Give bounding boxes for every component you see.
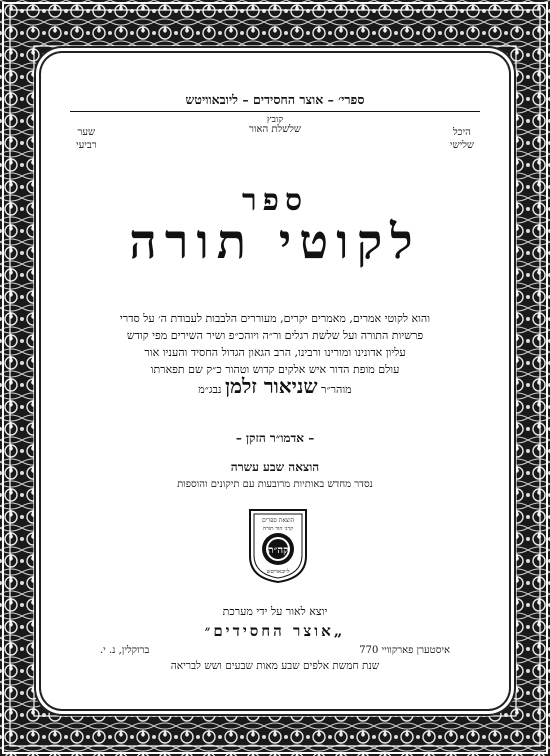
description-line: עולם מופת הדור איש אלקים קדוש וטהור כ״ק שם תפארתו <box>150 363 400 376</box>
edition-label: הוצאה שבע עשרה <box>230 460 320 474</box>
shaar-label <box>76 126 97 152</box>
admur-title: – אדמו״ר הזקן – <box>235 431 315 445</box>
book-title: לקוטי תורה <box>129 214 421 270</box>
shaar-line1: שער <box>77 127 96 138</box>
hechal-line1: היכל <box>452 127 471 138</box>
publisher-name: „אוצר החסידים״ <box>204 622 346 640</box>
emblem-bottom-text: ליובאוויטש <box>266 569 290 575</box>
hechal-line2: שלישי <box>449 140 474 151</box>
emblem-ring-text: קה״ת <box>267 545 289 556</box>
author-prefix: מוהר״ר <box>321 383 352 396</box>
emblem-sub-text: קרני הוד תורה <box>262 526 294 532</box>
shaar-line2: רביעי <box>76 140 97 151</box>
publisher-address: 770 איסטערן פארקוויי <box>359 645 450 656</box>
author-suffix: נבג״מ <box>198 383 222 396</box>
kehot-emblem-icon <box>246 504 310 584</box>
description-line: והוא לקוטי אמרים, מאמרים יקרים, מעוררים הלבבות לעבודת ה׳ על סדרי <box>119 312 431 325</box>
author-name: שניאור זלמן <box>225 374 318 398</box>
kovetz-label: קובץ <box>266 115 284 125</box>
description-block <box>74 310 476 378</box>
emblem-top-text: הוצאת ספרים <box>261 517 295 524</box>
publication-year: שנת חמשת אלפים שבע מאות שבעים ושש לבריאה <box>170 660 380 672</box>
description-line: פרשיות התורה ועל שלשת רגלים ור״ה ויוהכ״פ ושיר השירים מפי קודש <box>126 329 424 342</box>
typeset-note: נסדר מחדש באותיות מרובעות עם תיקונים והוספות <box>177 479 373 490</box>
author-line <box>44 374 506 399</box>
hechal-label <box>450 126 474 152</box>
sefer-label: ספר <box>241 183 309 218</box>
description-line: עליון אדונינו ומורינו ורבינו, הרב הגאון הגדול החסיד והעניו אור <box>144 346 406 359</box>
publisher-city: ברוקלין, נ. י. <box>100 645 150 656</box>
kovetz-name: שלשלת האור <box>248 124 302 135</box>
page-content <box>44 56 506 706</box>
series-heading: ספרי׳ – אוצר החסידים – ליובאוויטש <box>70 92 480 112</box>
published-by: יוצא לאור על ידי מערכת <box>222 605 328 618</box>
